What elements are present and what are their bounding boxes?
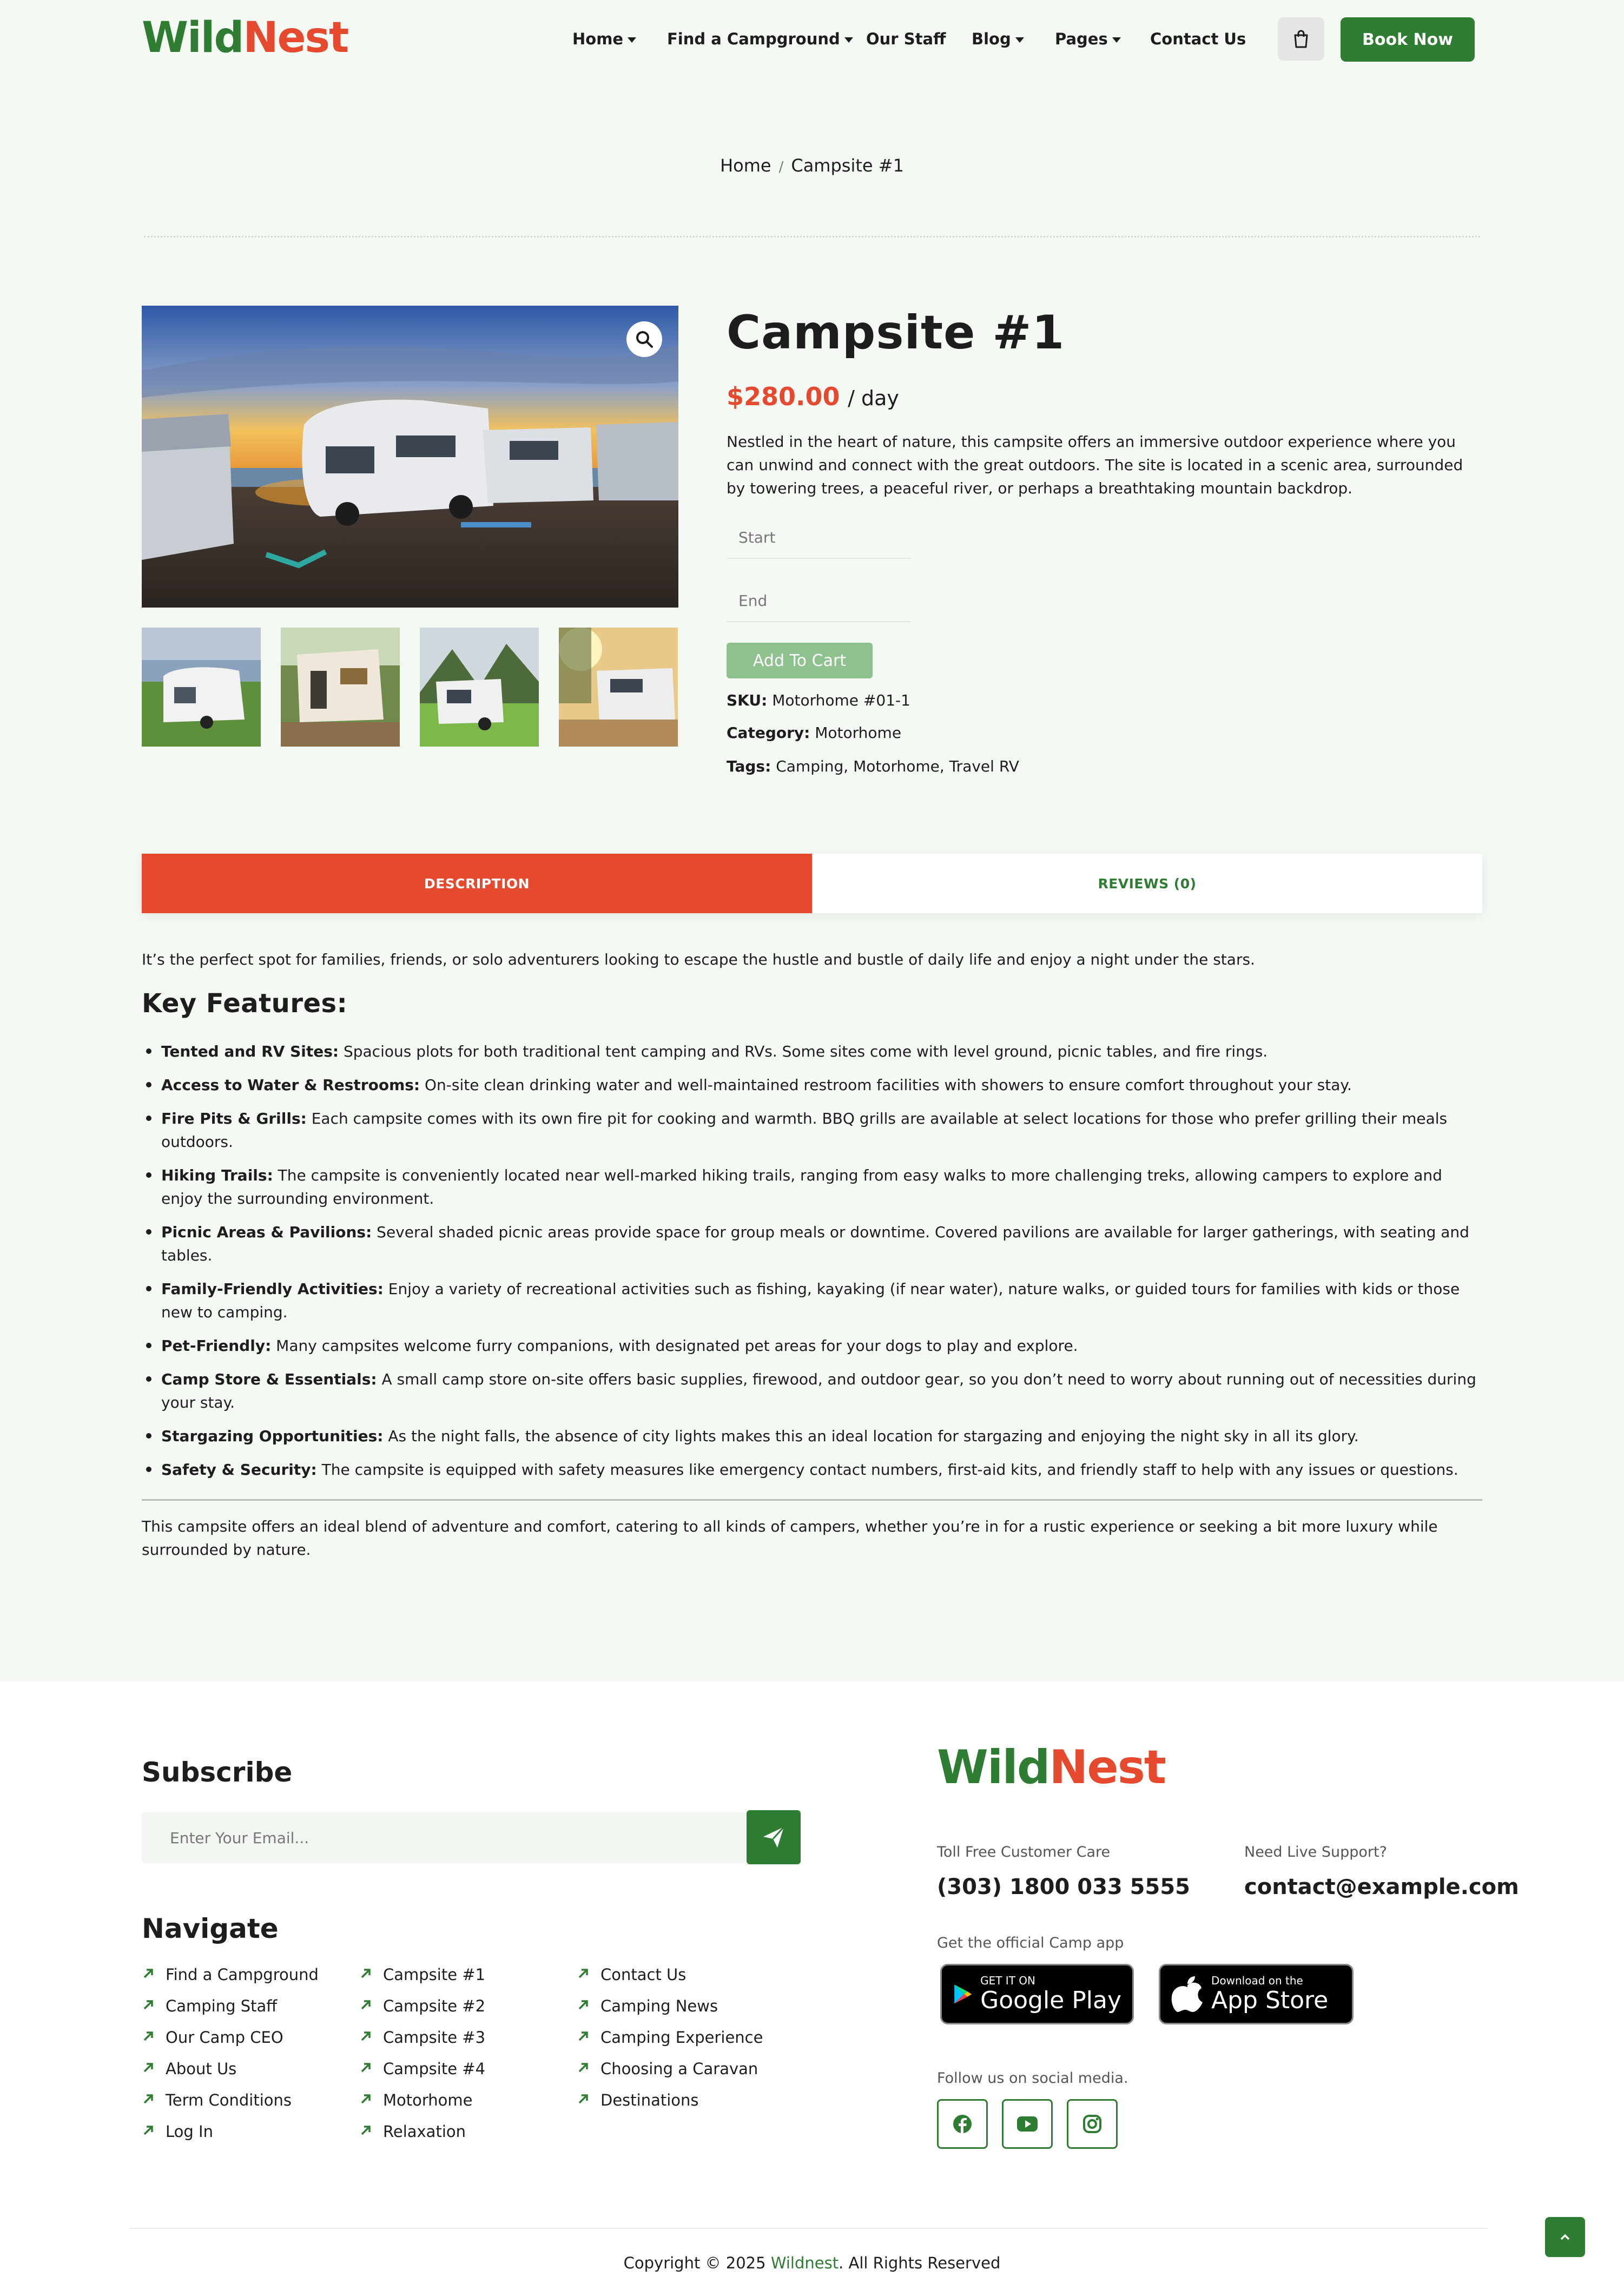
footer-link-label: Campsite #4: [383, 2060, 486, 2078]
scroll-to-top-button[interactable]: [1545, 2217, 1585, 2257]
nav-blog[interactable]: [972, 26, 1024, 52]
feature-title: Camp Store & Essentials:: [161, 1370, 377, 1388]
chevron-down-icon: [844, 37, 853, 43]
youtube-link[interactable]: [1002, 2099, 1053, 2149]
arrow-up-right-icon: [142, 2030, 155, 2043]
copyright-prefix: Copyright © 2025: [623, 2254, 771, 2272]
facebook-icon: [953, 2114, 972, 2134]
youtube-icon: [1016, 2116, 1038, 2132]
app-store-button[interactable]: [1159, 1964, 1354, 2024]
nav-find-campground-label: Find a Campground: [667, 30, 840, 48]
price-unit: / day: [848, 386, 899, 410]
feature-item: [142, 1164, 1482, 1210]
breadcrumb: [0, 153, 1624, 180]
copyright-suffix: . All Rights Reserved: [839, 2254, 1001, 2272]
feature-title: Safety & Security:: [161, 1461, 317, 1479]
feature-item: [142, 1220, 1482, 1267]
arrow-up-right-icon: [142, 2061, 155, 2074]
footer-link[interactable]: [577, 2058, 763, 2089]
instagram-link[interactable]: [1067, 2099, 1118, 2149]
chevron-down-icon: [1112, 37, 1121, 43]
arrow-up-right-icon: [577, 1967, 590, 1980]
feature-item: [142, 1368, 1482, 1414]
arrow-up-right-icon: [359, 1998, 372, 2011]
feature-title: Access to Water & Restrooms:: [161, 1076, 420, 1094]
footer-link[interactable]: [142, 1964, 319, 1995]
footer-link[interactable]: [142, 2058, 319, 2089]
google-play-icon: [953, 1974, 973, 2014]
chevron-down-icon: [628, 37, 636, 43]
price-amount: $280.00: [727, 382, 840, 411]
copyright: [0, 2251, 1624, 2275]
arrow-up-right-icon: [142, 2093, 155, 2106]
navigate-title: Navigate: [142, 1913, 279, 1944]
sku-value: Motorhome #01-1: [772, 691, 910, 709]
arrow-up-right-icon: [359, 2061, 372, 2074]
google-play-button[interactable]: [940, 1964, 1134, 2024]
magnifier-icon: [635, 330, 653, 348]
footer-link-label: Contact Us: [600, 1965, 686, 1984]
arrow-up-right-icon: [577, 1998, 590, 2011]
subscribe-button[interactable]: [747, 1810, 801, 1864]
facebook-link[interactable]: [937, 2099, 988, 2149]
nav-our-staff-label: Our Staff: [866, 30, 946, 48]
feature-text: On-site clean drinking water and well-maintained restroom facilities with showers to ensure comfort throughout your stay.: [420, 1076, 1352, 1094]
product-price: [727, 379, 899, 416]
tag-link[interactable]: Camping: [776, 757, 844, 775]
instagram-icon: [1082, 2114, 1102, 2134]
product-thumbnail[interactable]: [559, 628, 678, 747]
chevron-up-icon: [1560, 2233, 1570, 2241]
feature-title: Pet-Friendly:: [161, 1337, 272, 1355]
footer-nav-column: [142, 1964, 319, 2152]
nav-home-label: Home: [572, 30, 624, 48]
arrow-up-right-icon: [142, 1967, 155, 1980]
product-title: Campsite #1: [727, 306, 1065, 360]
feature-title: Family-Friendly Activities:: [161, 1280, 384, 1298]
toll-free-label: Toll Free Customer Care: [937, 1844, 1111, 1860]
breadcrumb-home[interactable]: Home: [720, 155, 771, 176]
arrow-up-right-icon: [359, 1967, 372, 1980]
nav-contact-us[interactable]: [1150, 26, 1246, 52]
arrow-up-right-icon: [577, 2093, 590, 2106]
google-play-small: GET IT ON: [980, 1974, 1035, 1987]
social-label: Follow us on social media.: [937, 2070, 1128, 2087]
nav-blog-label: Blog: [972, 30, 1011, 48]
product-thumbnail[interactable]: [281, 628, 400, 747]
sku-label: SKU:: [727, 691, 768, 709]
key-features-heading: Key Features:: [142, 988, 348, 1019]
feature-item: [142, 1458, 1482, 1481]
product-tabs: [142, 854, 1482, 913]
footer-link-label: About Us: [166, 2060, 237, 2078]
footer-link[interactable]: [359, 2089, 485, 2121]
apple-icon: [1171, 1975, 1204, 2013]
footer-link[interactable]: [359, 1995, 485, 2027]
arrow-up-right-icon: [359, 2093, 372, 2106]
feature-item: [142, 1073, 1482, 1097]
product-sku: [727, 690, 910, 711]
toll-free-phone[interactable]: (303) 1800 033 5555: [937, 1875, 1190, 1899]
nav-home[interactable]: [572, 26, 636, 52]
footer-link[interactable]: [142, 2089, 319, 2121]
footer-nav-column: [359, 1964, 485, 2152]
feature-text: Enjoy a variety of recreational activities such as fishing, kayaking (if near water), nature walks, or guided tours for families with kids or those new to camping.: [161, 1280, 1460, 1321]
footer-link-label: Our Camp CEO: [166, 2028, 283, 2047]
tags-label: Tags:: [727, 757, 771, 775]
google-play-big: Google Play: [980, 1987, 1121, 2014]
arrow-up-right-icon: [142, 2124, 155, 2137]
feature-item: [142, 1334, 1482, 1357]
footer-link-label: Find a Campground: [166, 1965, 319, 1984]
feature-title: Stargazing Opportunities:: [161, 1427, 384, 1445]
product-category: [727, 722, 901, 744]
arrow-up-right-icon: [577, 2030, 590, 2043]
subscribe-title: Subscribe: [142, 1757, 293, 1788]
footer-link-label: Campsite #1: [383, 1965, 486, 1984]
feature-item: [142, 1277, 1482, 1324]
footer-link-label: Choosing a Caravan: [600, 2060, 758, 2078]
feature-text: Each campsite comes with its own fire pit for cooking and warmth. BBQ grills are available at select locations for those who prefer grilling their meals outdoors.: [161, 1110, 1448, 1151]
category-label: Category:: [727, 724, 810, 742]
key-features-list: [142, 1040, 1482, 1492]
support-label: Need Live Support?: [1244, 1844, 1387, 1860]
feature-text: As the night falls, the absence of city lights makes this an ideal location for stargazing and enjoying the night sky in all its glory.: [383, 1427, 1359, 1445]
book-now-button[interactable]: Book Now: [1341, 17, 1475, 62]
product-tags: Tags: Camping, Motorhome, Travel RV: [727, 757, 1019, 775]
app-label: Get the official Camp app: [937, 1935, 1124, 1951]
email-input[interactable]: Enter Your Email...: [142, 1812, 745, 1863]
footer-link-label: Relaxation: [383, 2122, 466, 2141]
footer-link-label: Camping Experience: [600, 2028, 763, 2047]
zoom-button[interactable]: [626, 321, 662, 357]
arrow-up-right-icon: [577, 2061, 590, 2074]
arrow-up-right-icon: [359, 2124, 372, 2137]
footer-link[interactable]: [359, 1964, 485, 1995]
footer-link[interactable]: [577, 2027, 763, 2058]
support-email[interactable]: contact@example.com: [1244, 1875, 1519, 1899]
feature-text: Several shaded picnic areas provide space for group meals or downtime. Covered pavilions are available for larger gatherings, with seating and tables.: [161, 1223, 1469, 1264]
footer-link-label: Camping News: [600, 1997, 718, 2015]
feature-text: A small camp store on-site offers basic supplies, firewood, and outdoor gear, so you don’t need to worry about running out of necessities during your stay.: [161, 1370, 1476, 1411]
feature-title: Fire Pits & Grills:: [161, 1110, 307, 1127]
description-intro: It’s the perfect spot for families, friends, or solo adventurers looking to escape the hustle and bustle of daily life and enjoy a night under the stars.: [142, 951, 1255, 968]
copyright-brand-link[interactable]: Wildnest: [770, 2254, 839, 2272]
end-date-field[interactable]: End: [727, 580, 910, 622]
nav-pages-label: Pages: [1055, 30, 1108, 48]
footer-link[interactable]: [142, 2027, 319, 2058]
divider: [144, 236, 1480, 237]
divider: [142, 1499, 1482, 1501]
footer-link-label: Term Conditions: [166, 2091, 292, 2109]
footer-nav-column: [577, 1964, 763, 2121]
nav-pages[interactable]: [1055, 26, 1121, 52]
footer-link[interactable]: [142, 1995, 319, 2027]
nav-contact-us-label: Contact Us: [1150, 30, 1246, 48]
tab-reviews[interactable]: REVIEWS (0): [812, 854, 1482, 913]
product-thumbnail[interactable]: [142, 628, 261, 747]
add-to-cart-button[interactable]: Add To Cart: [727, 643, 873, 678]
breadcrumb-current: Campsite #1: [791, 155, 904, 176]
arrow-up-right-icon: [142, 1998, 155, 2011]
app-store-small: Download on the: [1211, 1974, 1303, 1987]
tag-link[interactable]: Motorhome: [853, 757, 940, 775]
feature-text: The campsite is equipped with safety measures like emergency contact numbers, first-aid kits, and friendly staff to help with any issues or questions.: [316, 1461, 1458, 1479]
footer-link-label: Log In: [166, 2122, 213, 2141]
footer-link-label: Destinations: [600, 2091, 699, 2109]
feature-item: [142, 1424, 1482, 1448]
footer-link-label: Motorhome: [383, 2091, 473, 2109]
feature-text: The campsite is conveniently located near well-marked hiking trails, ranging from easy walks to more challenging treks, allowing campers to explore and enjoy the surrounding environment.: [161, 1166, 1442, 1208]
start-date-field[interactable]: Start: [727, 517, 910, 559]
feature-title: Hiking Trails:: [161, 1166, 273, 1184]
arrow-up-right-icon: [359, 2030, 372, 2043]
tag-link[interactable]: Travel RV: [949, 757, 1019, 775]
footer-link[interactable]: [142, 2121, 319, 2152]
footer-link-label: Campsite #2: [383, 1997, 486, 2015]
footer-link[interactable]: [577, 2089, 763, 2121]
logo-wild: Wild: [937, 1740, 1049, 1794]
footer-link[interactable]: [359, 2121, 485, 2152]
feature-title: Tented and RV Sites:: [161, 1043, 339, 1060]
nav-find-campground[interactable]: [667, 26, 853, 52]
feature-item: [142, 1040, 1482, 1063]
nav-our-staff[interactable]: [866, 26, 946, 52]
cart-button[interactable]: [1278, 17, 1324, 61]
category-link[interactable]: Motorhome: [815, 724, 902, 742]
feature-item: [142, 1107, 1482, 1153]
footer-link[interactable]: [577, 1964, 763, 1995]
product-main-image[interactable]: [142, 306, 678, 608]
product-thumbnail[interactable]: [420, 628, 539, 747]
footer-link-label: Campsite #3: [383, 2028, 486, 2047]
feature-title: Picnic Areas & Pavilions:: [161, 1223, 372, 1241]
site-logo[interactable]: [142, 12, 348, 64]
logo-nest: Nest: [1049, 1740, 1165, 1794]
description-outro: This campsite offers an ideal blend of adventure and comfort, catering to all kinds of campers, whether you’re in for a rustic experience or seeking a bit more luxury while surrounded by nature.: [142, 1518, 1438, 1559]
product-description: Nestled in the heart of nature, this campsite offers an immersive outdoor experience where you can unwind and connect with the great outdoors. The site is located in a scenic area, surrounded by towering trees, a peaceful river, or perhaps a breathtaking mountain backdrop.: [727, 433, 1463, 497]
logo-nest: Nest: [243, 14, 348, 62]
footer-logo[interactable]: [937, 1738, 1165, 1797]
feature-text: Spacious plots for both traditional tent camping and RVs. Some sites come with level ground, picnic tables, and fire rings.: [339, 1043, 1268, 1060]
divider: [130, 2228, 1488, 2229]
breadcrumb-separator: /: [778, 159, 784, 175]
footer-link[interactable]: [577, 1995, 763, 2027]
footer-link-label: Camping Staff: [166, 1997, 278, 2015]
chevron-down-icon: [1015, 37, 1024, 43]
shopping-bag-icon: [1292, 29, 1310, 49]
feature-text: Many campsites welcome furry companions, with designated pet areas for your dogs to play and explore.: [271, 1337, 1078, 1355]
paper-plane-icon: [761, 1825, 786, 1850]
logo-wild: Wild: [142, 14, 243, 62]
tab-description[interactable]: DESCRIPTION: [142, 854, 812, 913]
app-store-big: App Store: [1211, 1987, 1329, 2014]
footer-link[interactable]: [359, 2027, 485, 2058]
footer-link[interactable]: [359, 2058, 485, 2089]
